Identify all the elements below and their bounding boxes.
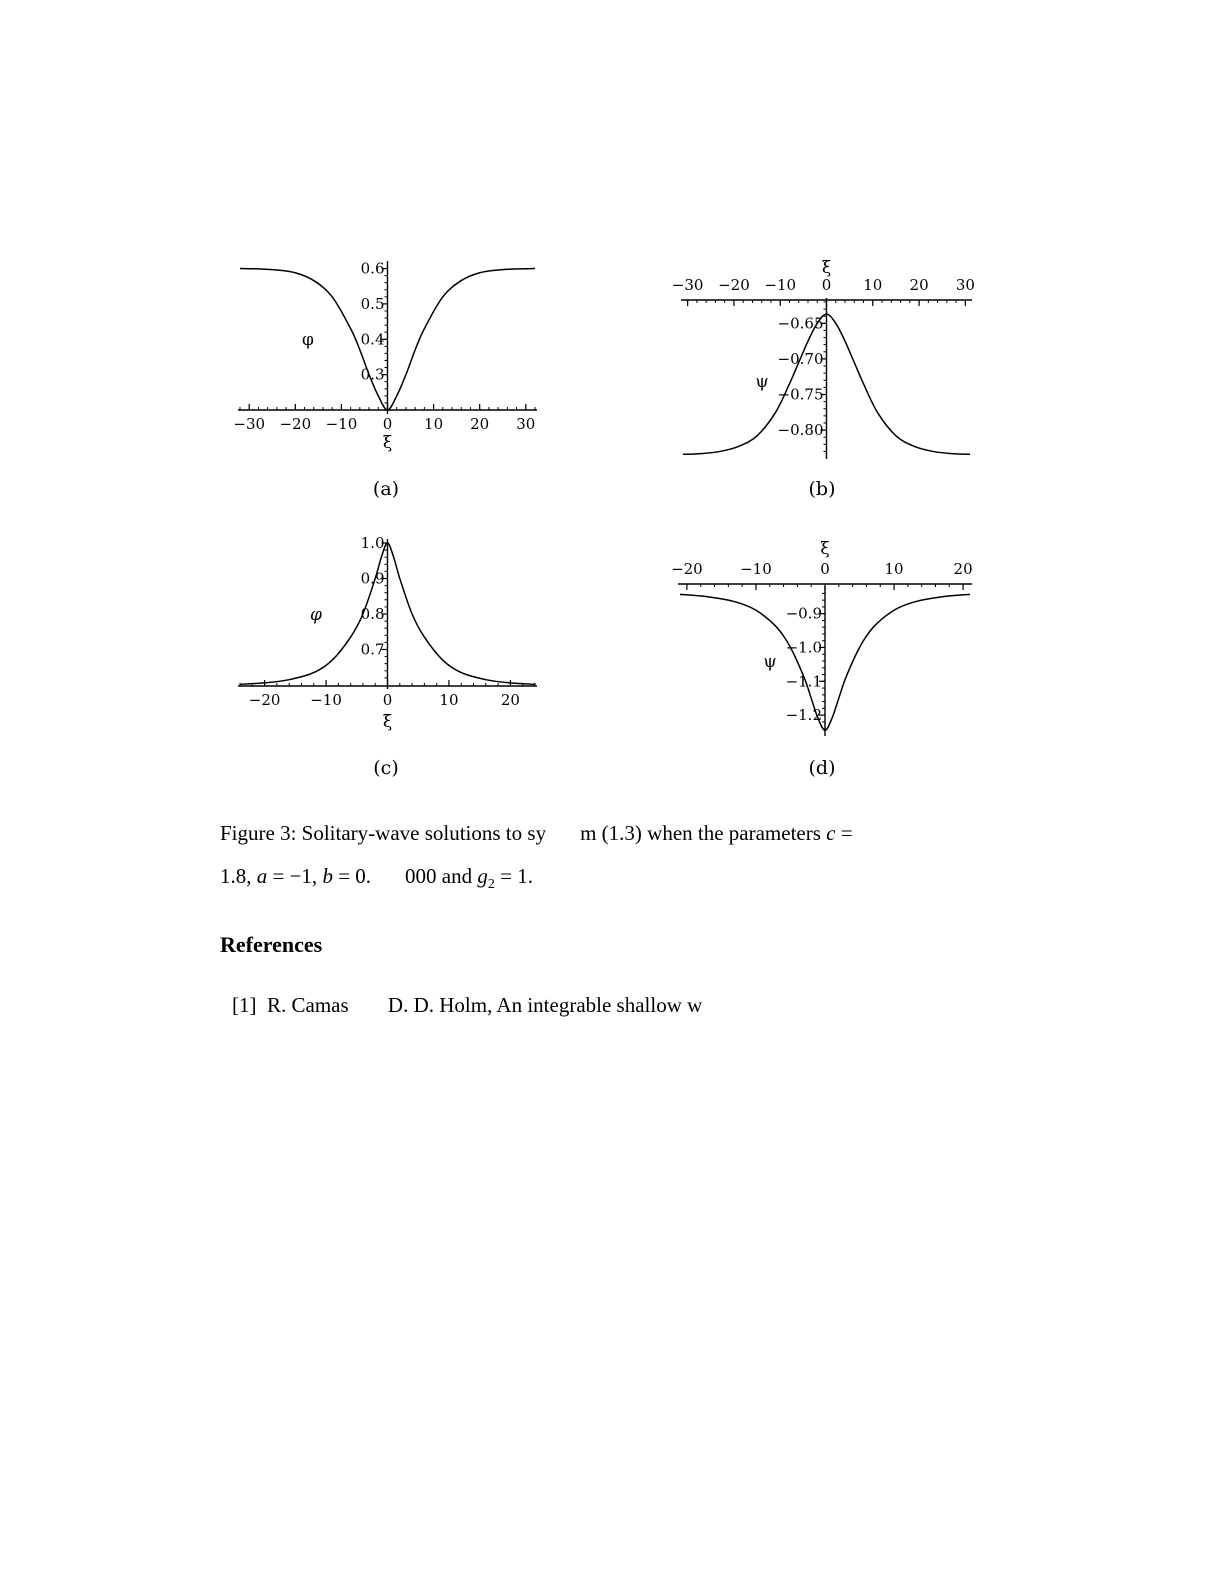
y-axis-label-c: φ <box>310 605 322 625</box>
y-axis-label-a: φ <box>302 330 314 350</box>
x-tick-label-a: 0 <box>382 415 393 433</box>
x-tick-label-b: 0 <box>821 276 832 294</box>
caption-sub-g: 2 <box>487 877 495 893</box>
x-axis-label-b: ξ <box>821 258 832 278</box>
reference-number: [1] <box>232 993 257 1017</box>
x-tick-label-d: −20 <box>671 560 703 578</box>
caption-var-b: b <box>322 864 333 888</box>
caption-eq-c: = <box>835 821 853 845</box>
y-tick-label-d: −1.2 <box>785 706 822 725</box>
caption-eq-b: = 0. <box>332 864 372 888</box>
caption-line2-start: 1.8, <box>220 864 257 888</box>
reference-authors-a: R. Camas <box>267 993 349 1017</box>
subcaption-b: (b) <box>808 478 836 500</box>
x-axis-label-c: ξ <box>382 712 393 732</box>
caption-part2: m (1.3) when the parameters <box>580 821 827 845</box>
subcaption-c: (c) <box>373 757 399 779</box>
y-tick-label-c: 0.7 <box>360 640 385 659</box>
y-tick-label-c: 0.8 <box>360 605 385 623</box>
caption-eq-a: = −1, <box>267 864 323 888</box>
y-tick-label-d: −1.1 <box>785 672 822 691</box>
x-tick-label-a: −30 <box>233 415 266 433</box>
x-axis-label-a: ξ <box>382 433 393 453</box>
y-tick-label-b: −0.80 <box>777 421 824 440</box>
x-tick-label-d: −10 <box>740 560 772 578</box>
y-tick-label-a: 0.6 <box>360 259 385 278</box>
y-tick-label-c: 1.0 <box>360 534 385 552</box>
y-tick-label-d: −0.9 <box>785 604 822 623</box>
x-axis-label-d: ξ <box>820 539 830 559</box>
x-tick-label-b: 10 <box>863 276 883 294</box>
caption-part1: Figure 3: Solitary-wave solutions to sy <box>220 821 547 845</box>
caption-var-a: a <box>256 864 268 888</box>
y-tick-label-d: −1.0 <box>785 638 822 657</box>
x-tick-label-a: 20 <box>470 415 490 433</box>
x-tick-label-a: 10 <box>424 415 444 433</box>
x-tick-label-c: −10 <box>310 691 342 709</box>
x-tick-label-d: 0 <box>820 560 830 578</box>
x-tick-label-b: −20 <box>718 276 750 294</box>
y-axis-label-b: ψ <box>755 372 769 392</box>
y-tick-label-c: 0.9 <box>360 569 385 588</box>
subcaption-d: (d) <box>808 757 836 779</box>
x-tick-label-c: 0 <box>382 691 393 709</box>
x-tick-label-c: −20 <box>248 691 281 709</box>
x-tick-label-c: 10 <box>439 691 459 709</box>
y-tick-label-b: −0.75 <box>777 385 824 404</box>
reference-authors-b: D. D. Holm, An integrable shallow w <box>387 993 703 1017</box>
x-tick-label-a: −20 <box>279 415 312 433</box>
x-tick-label-a: −10 <box>325 415 358 433</box>
figure-caption <box>220 812 1000 906</box>
x-tick-label-b: −30 <box>671 276 704 294</box>
y-tick-label-a: 0.4 <box>360 330 385 349</box>
subcaption-a: (a) <box>372 478 400 500</box>
x-tick-label-d: 10 <box>884 560 904 578</box>
y-tick-label-b: −0.70 <box>777 349 824 368</box>
x-tick-label-a: 30 <box>516 415 536 433</box>
caption-eq-g: = 1. <box>494 864 533 888</box>
x-tick-label-b: −10 <box>764 276 797 294</box>
caption-var-c: c <box>826 821 836 845</box>
y-tick-label-a: 0.3 <box>360 365 385 384</box>
caption-part3: 000 and <box>405 864 478 888</box>
x-tick-label-b: 30 <box>955 276 975 294</box>
x-tick-label-d: 20 <box>953 560 973 578</box>
reference-item-1 <box>232 993 702 1018</box>
y-tick-label-b: −0.65 <box>777 314 824 333</box>
y-tick-label-a: 0.5 <box>360 294 385 313</box>
y-axis-label-d: ψ <box>763 652 777 672</box>
x-tick-label-c: 20 <box>500 691 520 709</box>
caption-var-g: g <box>477 864 488 888</box>
references-heading: References <box>220 932 323 957</box>
x-tick-label-b: 20 <box>909 276 929 294</box>
